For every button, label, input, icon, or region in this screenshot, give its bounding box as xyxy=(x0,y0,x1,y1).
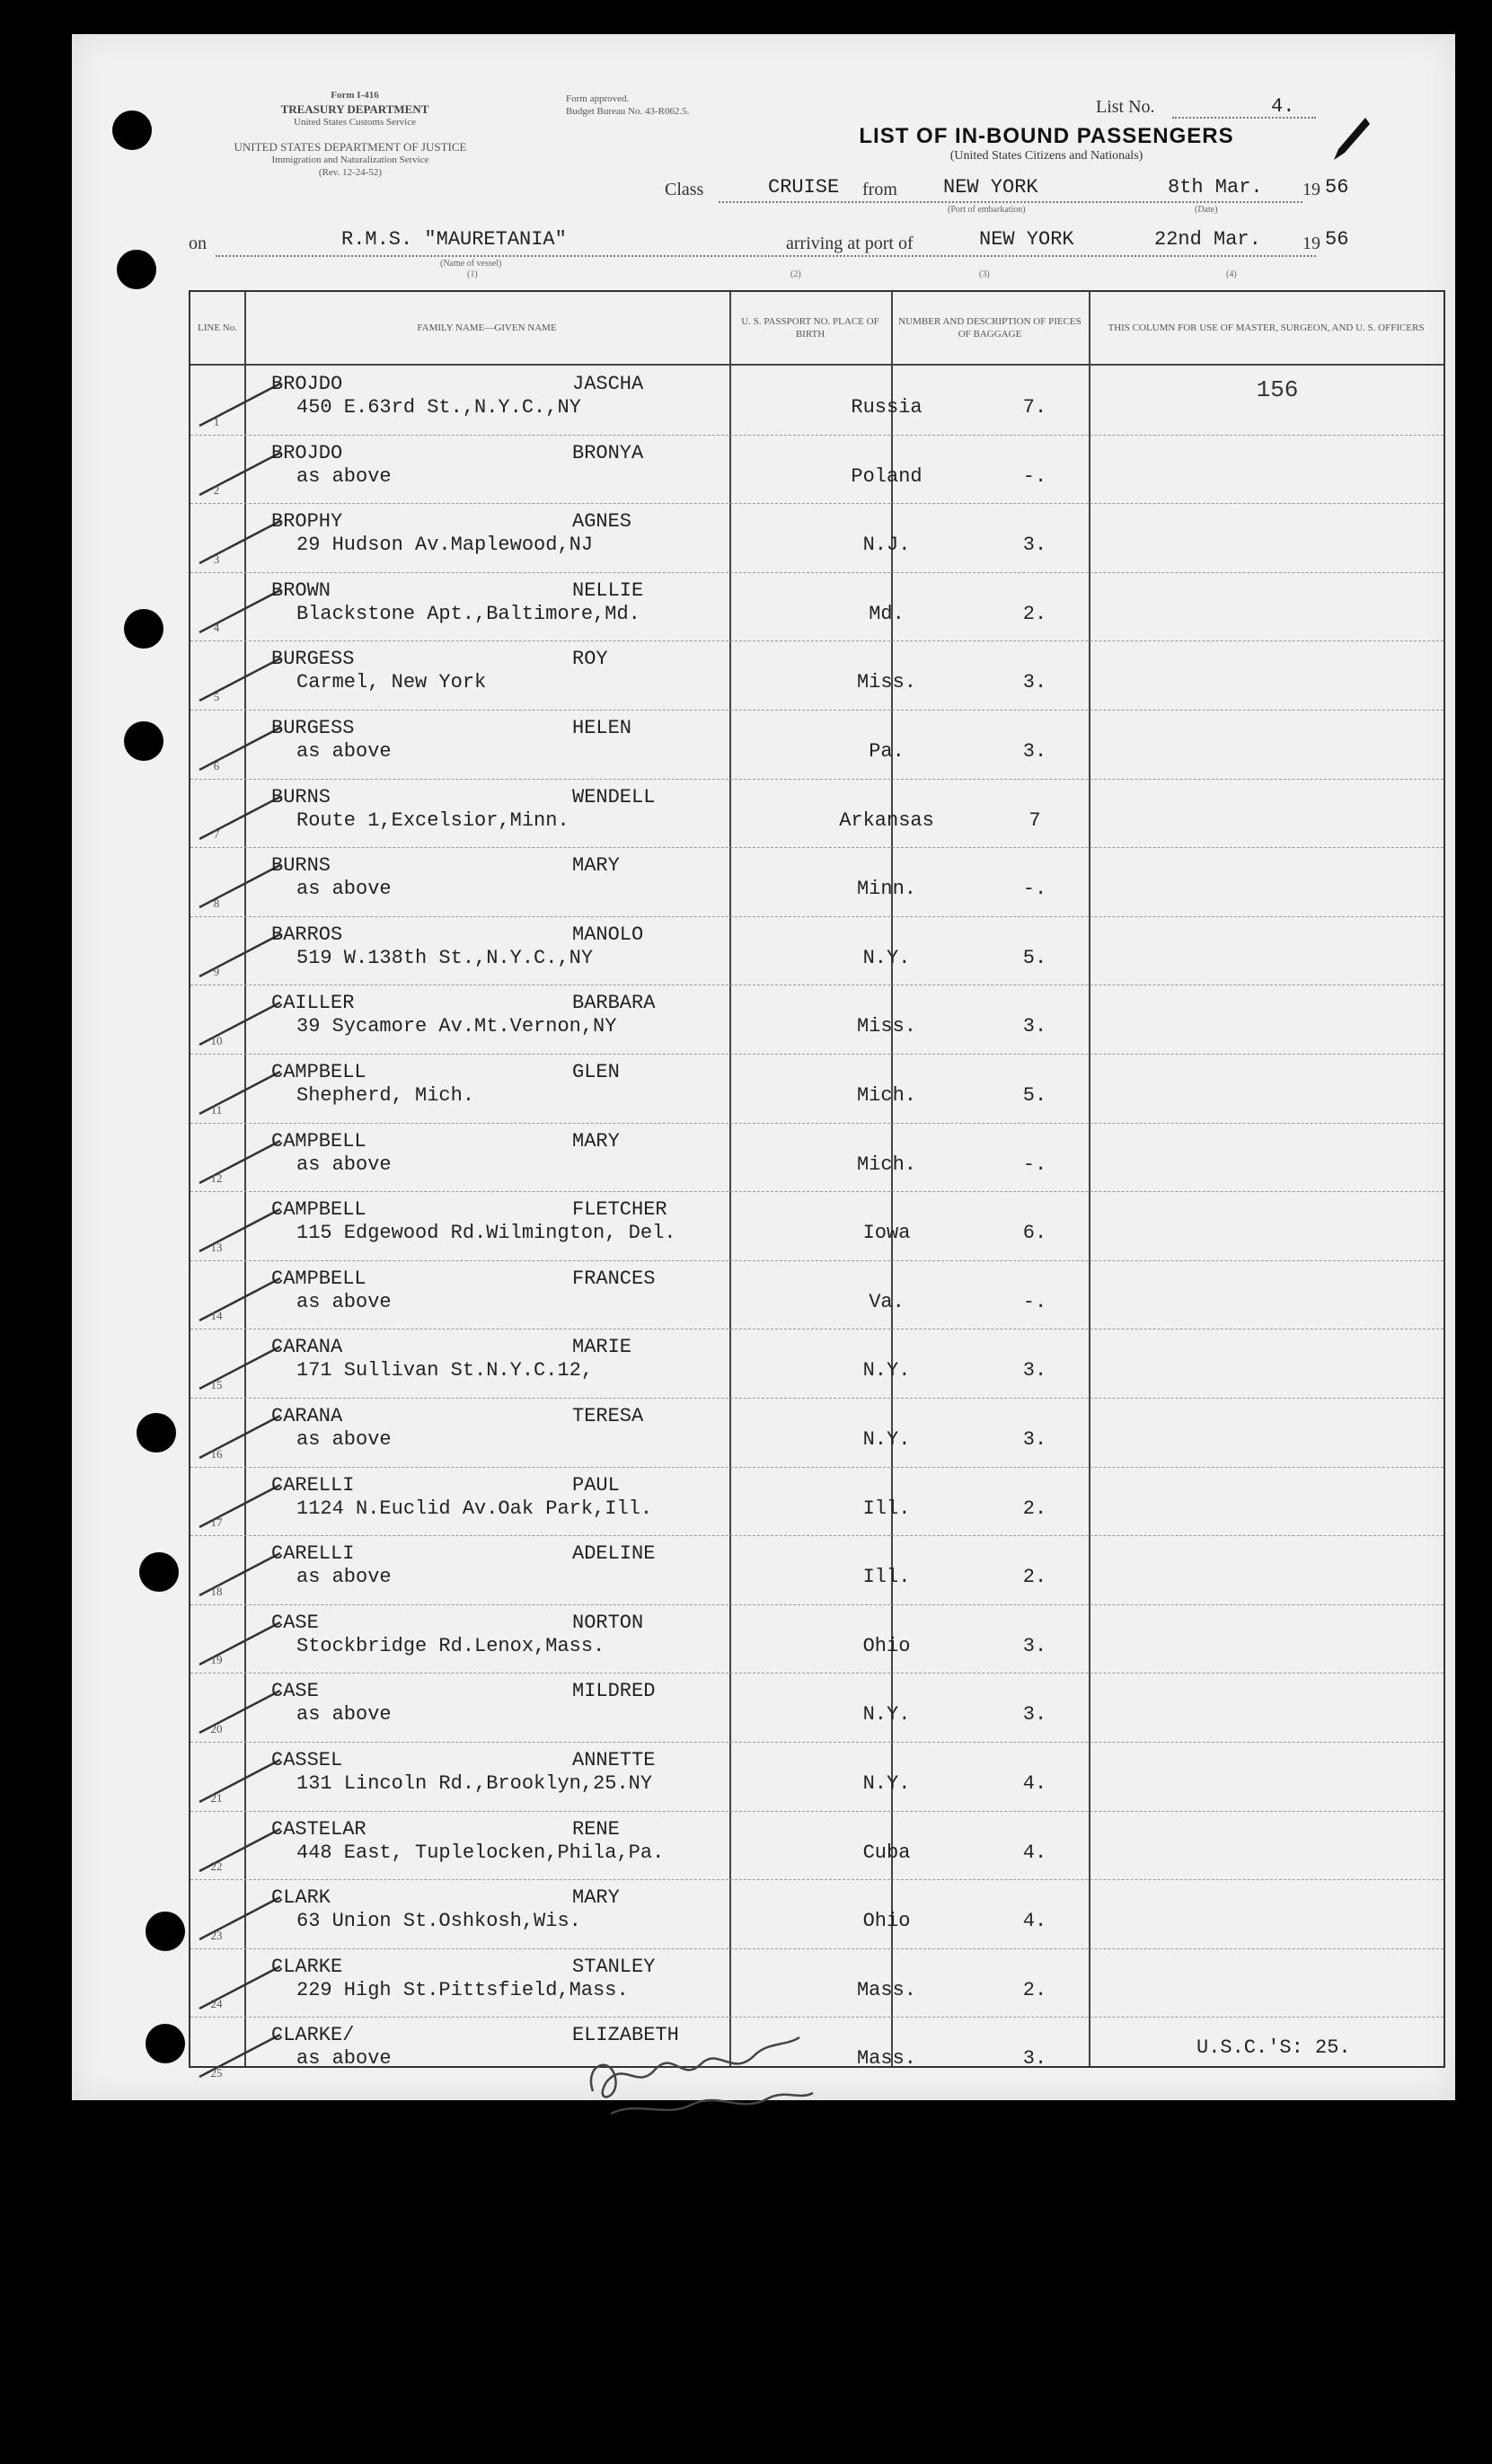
place-of-birth: Miss. xyxy=(856,1015,916,1038)
table-row xyxy=(190,779,1443,848)
address: Route 1,Excelsior,Minn. xyxy=(296,808,569,832)
departure-date: 8th Mar. xyxy=(1168,176,1263,199)
address: 131 Lincoln Rd.,Brooklyn,25.NY xyxy=(296,1772,653,1795)
baggage-count: -. xyxy=(1022,878,1047,901)
baggage-count: 2. xyxy=(1022,602,1047,625)
family-name: CAMPBELL xyxy=(271,1267,366,1290)
from-label: from xyxy=(862,180,897,199)
arriving-caption-num: (2) xyxy=(790,269,801,279)
line-number: 14 xyxy=(210,1309,223,1323)
table-row xyxy=(190,1948,1443,2018)
col-head-officers: THIS COLUMN FOR USE OF MASTER, SURGEON, AND U. S. OFFICERS xyxy=(1108,322,1425,333)
family-name: CASE xyxy=(271,1611,319,1634)
document-page xyxy=(72,34,1455,2100)
address: 519 W.138th St.,N.Y.C.,NY xyxy=(296,946,594,969)
given-name: BRONYA xyxy=(572,441,644,464)
table-row xyxy=(190,710,1443,779)
place-of-birth: Va. xyxy=(869,1290,905,1313)
line-number: 19 xyxy=(210,1653,223,1667)
year-prefix-2: 19 xyxy=(1302,234,1320,253)
list-no-label: List No. xyxy=(1096,97,1155,117)
baggage-count: 3. xyxy=(1022,1359,1047,1382)
place-of-birth: N.Y. xyxy=(862,1428,911,1451)
family-name: CLARK xyxy=(271,1886,331,1910)
baggage-count: 7. xyxy=(1022,396,1047,419)
list-title: LIST OF IN-BOUND PASSENGERS xyxy=(859,124,1234,148)
family-name: CAMPBELL xyxy=(271,1061,366,1083)
arrival-date: 22nd Mar. xyxy=(1154,228,1261,251)
baggage-count: 3. xyxy=(1022,671,1047,694)
place-of-birth: Ohio xyxy=(862,1910,911,1933)
port-caption-num: (3) xyxy=(979,269,990,279)
line-number: 23 xyxy=(210,1928,223,1942)
given-name: TERESA xyxy=(572,1405,644,1427)
line-number: 18 xyxy=(210,1584,223,1598)
justice-department: UNITED STATES DEPARTMENT OF JUSTICE xyxy=(234,140,467,154)
line-number: 11 xyxy=(210,1102,223,1117)
given-name: AGNES xyxy=(572,510,632,534)
form-revision: (Rev. 12-24-52) xyxy=(318,167,383,178)
line-number: 3 xyxy=(213,552,220,566)
address: as above xyxy=(296,878,392,901)
line-number: 5 xyxy=(213,689,220,703)
family-name: CLARKE xyxy=(271,1955,343,1978)
arrival-year: 56 xyxy=(1325,228,1349,251)
address: Blackstone Apt.,Baltimore,Md. xyxy=(296,602,640,625)
place-of-birth: Md. xyxy=(869,602,905,625)
line-number: 2 xyxy=(213,483,220,498)
table-row xyxy=(190,435,1443,504)
place-of-birth: Minn. xyxy=(856,878,916,901)
place-of-birth: N.Y. xyxy=(862,946,911,969)
given-name: JASCHA xyxy=(572,373,644,395)
vessel-caption-num: (1) xyxy=(467,269,478,279)
arriving-label: arriving at port of xyxy=(786,234,914,253)
given-name: MARIE xyxy=(572,1336,632,1359)
baggage-count: -. xyxy=(1022,1153,1047,1176)
family-name: BROWN xyxy=(271,578,331,602)
family-name: BURNS xyxy=(271,854,331,878)
family-name: CARANA xyxy=(271,1336,343,1359)
place-of-birth: Poland xyxy=(851,464,923,488)
embark-caption: (Port of embarkation) xyxy=(948,205,1026,215)
given-name: ROY xyxy=(572,648,608,671)
on-label: on xyxy=(189,234,207,253)
table-row xyxy=(190,1673,1443,1742)
justice-block xyxy=(180,140,521,180)
table-row xyxy=(190,1811,1443,1880)
passenger-rows xyxy=(190,366,1443,2080)
address: 39 Sycamore Av.Mt.Vernon,NY xyxy=(296,1015,617,1038)
place-of-birth: Arkansas xyxy=(839,808,934,832)
voyage-class: CRUISE xyxy=(768,176,840,199)
line-number: 17 xyxy=(210,1515,223,1530)
given-name: FLETCHER xyxy=(572,1198,667,1222)
family-name: BURGESS xyxy=(271,648,355,671)
table-row xyxy=(190,1879,1443,1948)
table-row xyxy=(190,1260,1443,1329)
place-of-birth: N.J. xyxy=(862,534,911,557)
place-of-birth: Pa. xyxy=(869,740,905,763)
address: 450 E.63rd St.,N.Y.C.,NY xyxy=(296,396,581,419)
family-name: CARELLI xyxy=(271,1473,355,1497)
place-of-birth: Mich. xyxy=(856,1153,916,1176)
address: Carmel, New York xyxy=(296,671,487,694)
officer-note: 156 xyxy=(1256,376,1299,403)
baggage-count: 4. xyxy=(1022,1910,1047,1933)
line-number: 21 xyxy=(210,1790,223,1805)
class-line xyxy=(719,201,1302,203)
date-caption-num: (4) xyxy=(1226,269,1237,279)
family-name: CLARKE/ xyxy=(271,2024,355,2047)
date-caption: (Date) xyxy=(1195,205,1218,215)
baggage-count: 5. xyxy=(1022,1084,1047,1107)
place-of-birth: Russia xyxy=(851,396,923,419)
given-name: FRANCES xyxy=(572,1267,656,1290)
family-name: BURNS xyxy=(271,785,331,808)
table-row xyxy=(190,1398,1443,1467)
family-name: BURGESS xyxy=(271,717,355,739)
address: as above xyxy=(296,1703,392,1727)
given-name: ANNETTE xyxy=(572,1749,656,1771)
given-name: RENE xyxy=(572,1817,620,1841)
form-id-block xyxy=(247,90,463,129)
given-name: ADELINE xyxy=(572,1542,656,1566)
table-row xyxy=(190,1054,1443,1123)
given-name: MILDRED xyxy=(572,1680,656,1703)
family-name: CAMPBELL xyxy=(271,1198,366,1222)
punch-hole xyxy=(117,250,156,289)
budget-bureau: Budget Bureau No. 43-R062.5. xyxy=(566,105,690,117)
punch-hole xyxy=(139,1552,179,1592)
line-number: 10 xyxy=(210,1033,223,1047)
address: 63 Union St.Oshkosh,Wis. xyxy=(296,1910,581,1933)
place-of-birth: Miss. xyxy=(856,671,916,694)
port-of-embarkation: NEW YORK xyxy=(943,176,1038,199)
baggage-count: 6. xyxy=(1022,1222,1047,1245)
given-name: NELLIE xyxy=(572,578,644,602)
given-name: PAUL xyxy=(572,1473,620,1497)
officer-signature xyxy=(575,2028,826,2127)
baggage-count: 3. xyxy=(1022,534,1047,557)
place-of-birth: Mass. xyxy=(856,2047,916,2071)
baggage-count: 3. xyxy=(1022,1703,1047,1727)
baggage-count: -. xyxy=(1022,464,1047,488)
place-of-birth: Mass. xyxy=(856,1978,916,2001)
punch-hole xyxy=(124,721,163,761)
family-name: CAMPBELL xyxy=(271,1129,366,1153)
line-number: 6 xyxy=(213,758,220,773)
address: 29 Hudson Av.Maplewood,NJ xyxy=(296,534,594,557)
address: as above xyxy=(296,464,392,488)
list-title-block xyxy=(840,124,1253,163)
baggage-count: 4. xyxy=(1022,1841,1047,1864)
line-number: 20 xyxy=(210,1721,223,1735)
baggage-count: 2. xyxy=(1022,1566,1047,1589)
family-name: BROPHY xyxy=(271,510,343,534)
list-number: 4. xyxy=(1271,95,1295,118)
given-name: STANLEY xyxy=(572,1955,656,1978)
baggage-count: 3. xyxy=(1022,740,1047,763)
place-of-birth: Ill. xyxy=(862,1566,911,1589)
given-name: GLEN xyxy=(572,1061,620,1083)
year-prefix-1: 19 xyxy=(1302,180,1320,199)
family-name: BROJDO xyxy=(271,373,343,395)
place-of-birth: N.Y. xyxy=(862,1772,911,1795)
form-approved: Form approved. xyxy=(566,93,630,104)
table-row xyxy=(190,1467,1443,1536)
table-row xyxy=(190,572,1443,641)
pen-mark xyxy=(1325,113,1374,167)
port-of-arrival: NEW YORK xyxy=(979,228,1074,251)
col-head-name: FAMILY NAME—GIVEN NAME xyxy=(417,322,557,333)
line-number: 25 xyxy=(210,2065,223,2080)
address: as above xyxy=(296,1153,392,1176)
table-row xyxy=(190,1535,1443,1604)
baggage-count: 7 xyxy=(1029,808,1041,832)
baggage-count: 3. xyxy=(1022,1634,1047,1657)
address: 448 East, Tuplelocken,Phila,Pa. xyxy=(296,1841,665,1864)
col-head-passport: U. S. PASSPORT NO. PLACE OF BIRTH xyxy=(741,315,879,340)
given-name: MARY xyxy=(572,854,620,878)
baggage-count: 3. xyxy=(1022,1428,1047,1451)
given-name: MANOLO xyxy=(572,923,644,946)
family-name: CASSEL xyxy=(271,1749,343,1771)
place-of-birth: N.Y. xyxy=(862,1703,911,1727)
table-row xyxy=(190,1329,1443,1398)
family-name: CARANA xyxy=(271,1405,343,1427)
baggage-count: 2. xyxy=(1022,1978,1047,2001)
given-name: HELEN xyxy=(572,717,632,739)
given-name: ELIZABETH xyxy=(572,2024,679,2047)
table-row xyxy=(190,847,1443,916)
line-number: 13 xyxy=(210,1240,223,1254)
table-row xyxy=(190,985,1443,1054)
given-name: MARY xyxy=(572,1886,620,1910)
address: 229 High St.Pittsfield,Mass. xyxy=(296,1978,629,2001)
line-number: 9 xyxy=(213,965,220,979)
treasury-department: TREASURY DEPARTMENT xyxy=(280,102,429,116)
class-label: Class xyxy=(665,180,704,199)
table-row xyxy=(190,916,1443,985)
citizen-total: U.S.C.'S: 25. xyxy=(1196,2036,1351,2059)
table-row xyxy=(190,640,1443,710)
form-number: Form I-416 xyxy=(331,90,379,101)
list-subtitle: (United States Citizens and Nationals) xyxy=(949,149,1143,163)
table-row xyxy=(190,1191,1443,1260)
baggage-count: 3. xyxy=(1022,2047,1047,2071)
place-of-birth: Ill. xyxy=(862,1497,911,1520)
family-name: BARROS xyxy=(271,923,343,946)
line-number: 12 xyxy=(210,1171,223,1186)
table-row xyxy=(190,1742,1443,1811)
line-number: 4 xyxy=(213,621,220,635)
place-of-birth: Cuba xyxy=(862,1841,911,1864)
col-head-line: LINE No. xyxy=(198,322,237,333)
line-number: 1 xyxy=(213,414,220,428)
customs-service: United States Customs Service xyxy=(294,117,416,128)
passenger-table xyxy=(189,290,1445,2080)
table-row xyxy=(190,366,1443,435)
baggage-count: 4. xyxy=(1022,1772,1047,1795)
address: as above xyxy=(296,1428,392,1451)
vessel-line xyxy=(216,255,1316,257)
budget-block xyxy=(566,93,772,119)
baggage-count: 3. xyxy=(1022,1015,1047,1038)
family-name: CAILLER xyxy=(271,992,355,1015)
address: 171 Sullivan St.N.Y.C.12, xyxy=(296,1359,594,1382)
given-name: MARY xyxy=(572,1129,620,1153)
place-of-birth: Mich. xyxy=(856,1084,916,1107)
address: as above xyxy=(296,1566,392,1589)
baggage-count: -. xyxy=(1022,1290,1047,1313)
ins-service: Immigration and Naturalization Service xyxy=(271,155,429,166)
address: as above xyxy=(296,740,392,763)
place-of-birth: N.Y. xyxy=(862,1359,911,1382)
table-row xyxy=(190,1604,1443,1674)
line-number: 15 xyxy=(210,1377,223,1391)
address: as above xyxy=(296,1290,392,1313)
family-name: CASE xyxy=(271,1680,319,1703)
given-name: NORTON xyxy=(572,1611,644,1634)
family-name: CARELLI xyxy=(271,1542,355,1566)
place-of-birth: Iowa xyxy=(862,1222,911,1245)
baggage-count: 5. xyxy=(1022,946,1047,969)
departure-year: 56 xyxy=(1325,176,1349,199)
col-head-baggage: NUMBER AND DESCRIPTION OF PIECES OF BAGGAGE xyxy=(898,315,1081,340)
punch-hole xyxy=(146,1912,185,1951)
punch-hole xyxy=(146,2024,185,2063)
table-row xyxy=(190,1123,1443,1192)
vessel-name: R.M.S. "MAURETANIA" xyxy=(341,228,567,251)
punch-hole xyxy=(112,110,152,150)
punch-hole xyxy=(137,1413,176,1453)
line-number: 22 xyxy=(210,1859,223,1874)
given-name: BARBARA xyxy=(572,992,656,1015)
line-number: 16 xyxy=(210,1446,223,1461)
address: Stockbridge Rd.Lenox,Mass. xyxy=(296,1634,605,1657)
line-number: 7 xyxy=(213,827,220,842)
given-name: WENDELL xyxy=(572,785,656,808)
address: Shepherd, Mich. xyxy=(296,1084,475,1107)
family-name: BROJDO xyxy=(271,441,343,464)
address: 115 Edgewood Rd.Wilmington, Del. xyxy=(296,1222,676,1245)
table-row xyxy=(190,503,1443,572)
address: 1124 N.Euclid Av.Oak Park,Ill. xyxy=(296,1497,653,1520)
punch-hole xyxy=(124,609,163,649)
vessel-caption: (Name of vessel) xyxy=(440,259,502,269)
baggage-count: 2. xyxy=(1022,1497,1047,1520)
line-number: 8 xyxy=(213,896,220,910)
place-of-birth: Ohio xyxy=(862,1634,911,1657)
family-name: CASTELAR xyxy=(271,1817,366,1841)
address: as above xyxy=(296,2047,392,2071)
line-number: 24 xyxy=(210,1997,223,2011)
